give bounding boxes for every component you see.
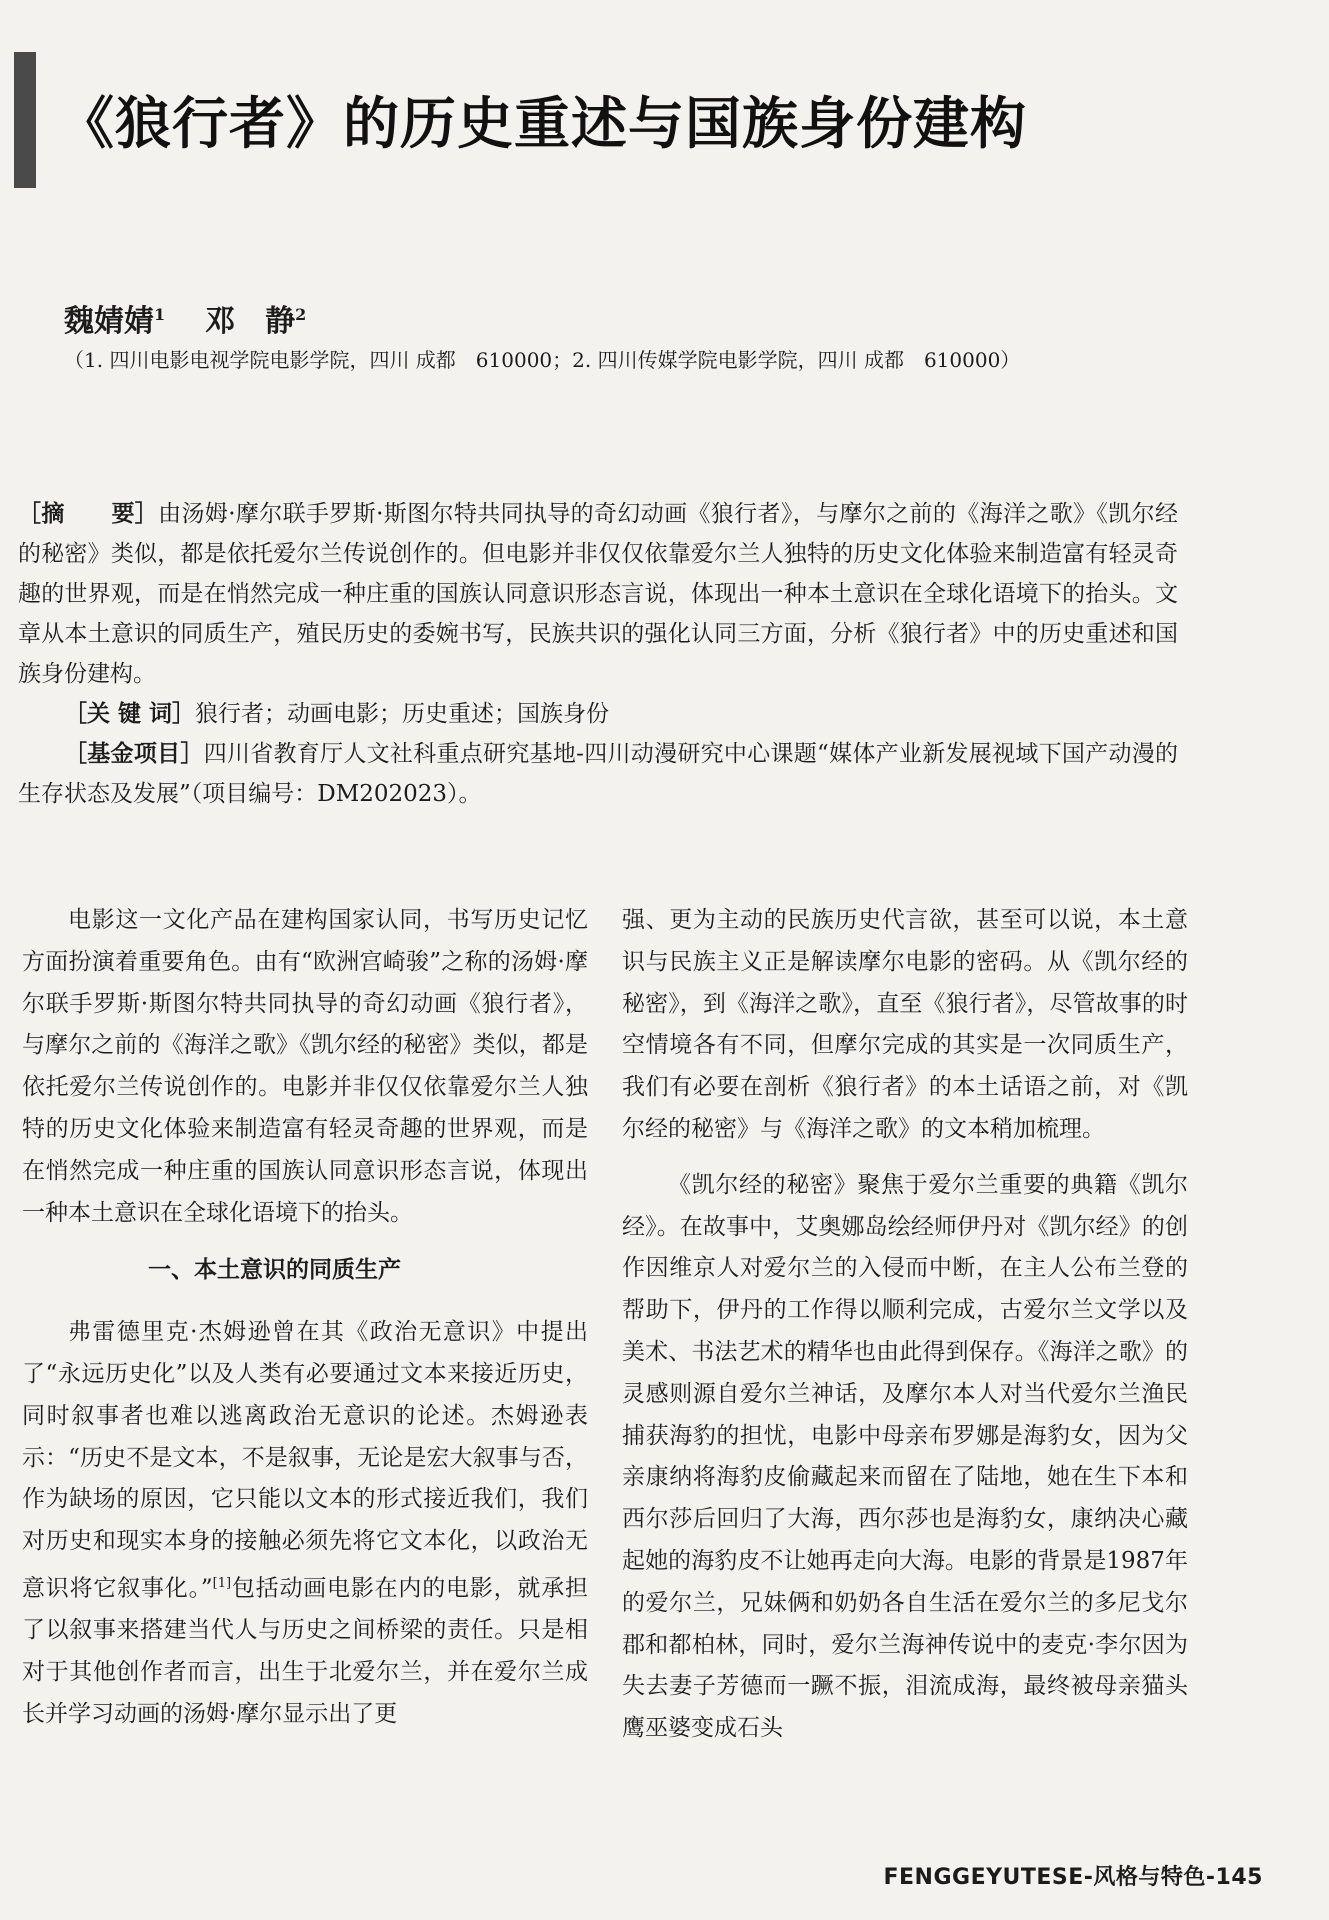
fund-text: 四川省教育厅人文社科重点研究基地-四川动漫研究中心课题“媒体产业新发展视域下国产动漫的生存状态及发展”（项目编号：DM202023）。 [18,741,1179,807]
author-1: 魏婧婧 [64,304,154,339]
abstract-label: ［摘 要］ [18,500,159,527]
author-line [64,296,306,340]
article-title: 《狼行者》的历史重述与国族身份建构 [58,92,1027,157]
left-paragraph-2-part-b: 包括动画电影在内的电影，就承担了以叙事来搭建当代人与历史之间桥梁的责任。只是相对于其他创作者而言，出生于北爱尔兰，并在爱尔兰成长并学习动画的汤姆·摩尔显示出了更 [22,1575,589,1727]
author-2-sup: 2 [295,305,307,324]
right-column [622,900,1188,1750]
keywords-text: 狼行者；动画电影；历史重述；国族身份 [195,701,610,727]
title-accent-bar [14,52,36,188]
fund-label: ［基金项目］ [64,740,204,767]
left-column [22,900,588,1736]
abstract-paragraph [18,494,1178,694]
affiliation: （1. 四川电影电视学院电影学院，四川 成都 610000；2. 四川传媒学院电影学院，四川 成都 610000） [64,348,1021,372]
author-2: 邓 静 [205,304,296,339]
abstract-text: 由汤姆·摩尔联手罗斯·斯图尔特共同执导的奇幻动画《狼行者》，与摩尔之前的《海洋之歌》《凯尔经的秘密》类似，都是依托爱尔兰传说创作的。但电影并非仅仅依靠爱尔兰人独特的历史文化体验来制造富有轻灵奇趣的世界观，而是在悄然完成一种庄重的国族认同意识形态言说，体现出一种本土意识在全球化语境下的抬头。文章从本土意识的同质生产，殖民历史的委婉书写，民族共识的强化认同三方面，分析《狼行者》中的历史重述和国族身份建构。 [18,501,1179,687]
left-paragraph-2 [22,1312,588,1736]
right-paragraph-2: 《凯尔经的秘密》聚焦于爱尔兰重要的典籍《凯尔经》。在故事中，艾奥娜岛绘经师伊丹对《凯尔经》的创作因维京人对爱尔兰的入侵而中断，在主人公布兰登的帮助下，伊丹的工作得以顺利完成，古爱尔兰文学以及美术、书法艺术的精华也由此得到保存。《海洋之歌》的灵感则源自爱尔兰神话，及摩尔本人对当代爱尔兰渔民捕获海豹的担忧，电影中母亲布罗娜是海豹女，因为父亲康纳将海豹皮偷藏起来而留在了陆地，她在生下本和西尔莎后回归了大海，西尔莎也是海豹女，康纳决心藏起她的海豹皮不让她再走向大海。电影的背景是1987年的爱尔兰，兄妹俩和奶奶各自生活在爱尔兰的多尼戈尔郡和都柏林，同时，爱尔兰海神传说中的麦克·李尔因为失去妻子芳德而一蹶不振，泪流成海，最终被母亲猫头鹰巫婆变成石头 [622,1171,1188,1742]
section-1-heading: 一、本土意识的同质生产 [148,1257,401,1284]
left-paragraph-1: 电影这一文化产品在建构国家认同，书写历史记忆方面扮演着重要角色。由有“欧洲宫崎骏”之称的汤姆·摩尔联手罗斯·斯图尔特共同执导的奇幻动画《狼行者》，与摩尔之前的《海洋之歌》《凯尔经的秘密》类似，都是依托爱尔兰传说创作的。电影并非仅仅依靠爱尔兰人独特的历史文化体验来制造富有轻灵奇趣的世界观，而是在悄然完成一种庄重的国族认同意识形态言说，体现出一种本土意识在全球化语境下的抬头。 [22,907,588,1226]
citation-ref: [1] [212,1575,232,1591]
author-1-sup: 1 [154,305,166,324]
left-paragraph-2-part-a: 弗雷德里克·杰姆逊曾在其《政治无意识》中提出了“永远历史化”以及人类有必要通过文本来接近历史，同时叙事者也难以逃离政治无意识的论述。杰姆逊表示：“历史不是文本，不是叙事，无论是宏大叙事与否，作为缺场的原因，它只能以文本的形式接近我们，我们对历史和现实本身的接触必须先将它文本化，以政治无意识将它叙事化。” [22,1319,588,1602]
keywords-line [18,694,1178,734]
abstract-block [18,494,1178,814]
right-paragraph-1: 强、更为主动的民族历史代言欲，甚至可以说，本土意识与民族主义正是解读摩尔电影的密码。从《凯尔经的秘密》，到《海洋之歌》，直至《狼行者》，尽管故事的时空情境各有不同，但摩尔完成的其实是一次同质生产，我们有必要在剖析《狼行者》的本土话语之前，对《凯尔经的秘密》与《海洋之歌》的文本稍加梳理。 [622,907,1188,1142]
fund-paragraph [18,734,1178,814]
keywords-label: ［关 键 词］ [64,700,196,727]
page-footer: FENGGEYUTESE-风格与特色-145 [883,1865,1263,1890]
